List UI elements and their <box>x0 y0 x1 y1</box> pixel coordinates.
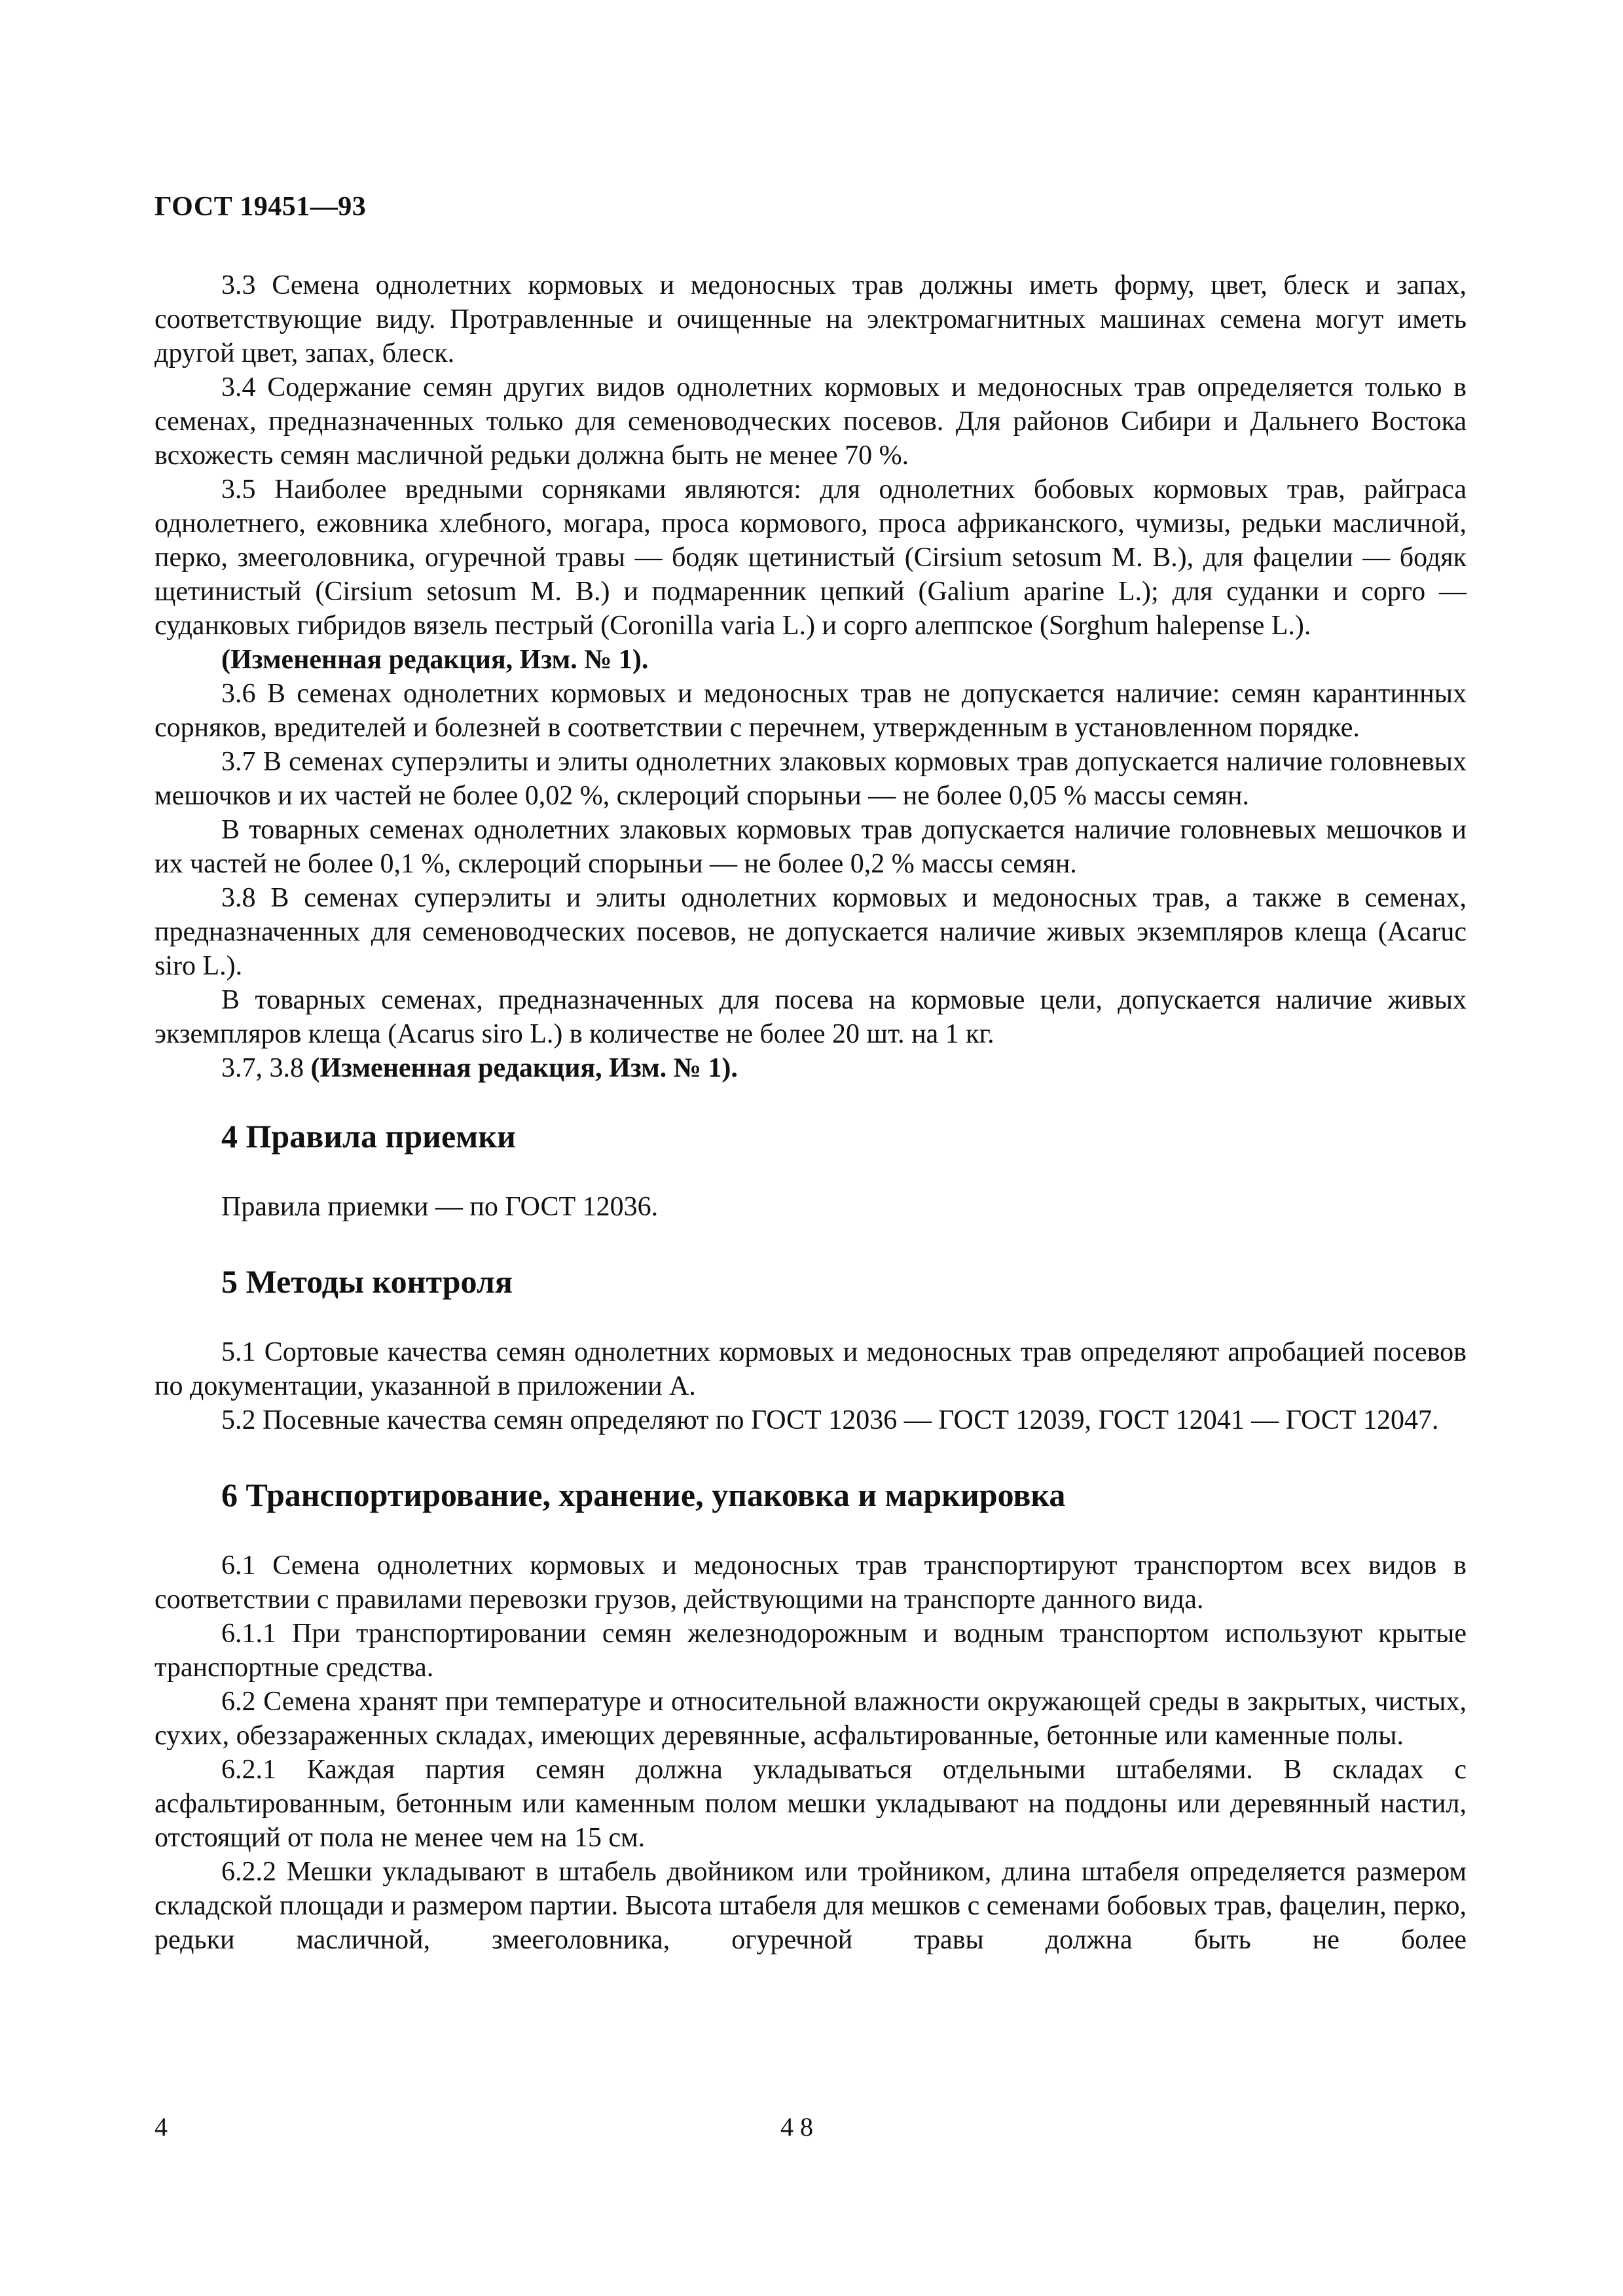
sheet-number: 48 <box>780 2112 820 2142</box>
paragraph-5-2: 5.2 Посевные качества семян определяют по ГОСТ 12036 — ГОСТ 12039, ГОСТ 12041 — ГОСТ 12047. <box>221 1405 1439 1435</box>
paragraph-3-8-commercial: В товарных семенах, предназначенных для посева на кормовые цели, допускается наличие живых экземпляров клеща (Acarus siro L.) в количестве не более 20 шт. на 1 кг. <box>155 985 1467 1049</box>
paragraph-3-3: 3.3 Семена однолетних кормовых и медоносных трав должны иметь форму, цвет, блеск и запах, соответствующие виду. Протравленные и очищенные на электромагнитных машинах семена могут иметь другой цвет, запах, блеск. <box>155 270 1467 368</box>
paragraph-6-2-2: 6.2.2 Мешки укладывают в штабель двойником или тройником, длина штабеля определяется размером складской площади и размером партии. Высота штабеля для мешков с семенами бобовых трав, фацелин, перко, редьки масличной, змееголовника, огуречной травы должна быть не более <box>155 1857 1467 1955</box>
paragraph-6-1-1: 6.1.1 При транспортировании семян железнодорожным и водным транспортом используют крытые транспортные средства. <box>155 1619 1467 1683</box>
section-6-title: 6 Транспортирование, хранение, упаковка и маркировка <box>221 1477 1066 1513</box>
paragraph-6-2: 6.2 Семена хранят при температуре и относительной влажности окружающей среды в закрытых, чистых, сухих, обеззараженных складах, имеющих деревянные, асфальтированные, бетонные или каменные полы. <box>155 1687 1467 1751</box>
paragraph-3-7-commercial: В товарных семенах однолетних злаковых кормовых трав допускается наличие головневых мешочков и их частей не более 0,1 %, склероций спорыньи — не более 0,2 % массы семян. <box>155 815 1467 879</box>
section-4-text: Правила приемки — по ГОСТ 12036. <box>221 1192 659 1222</box>
paragraph-6-2-1: 6.2.1 Каждая партия семян должна укладываться отдельными штабелями. В складах с асфальтированным, бетонным или каменным полом мешки укладывают на поддоны или деревянный настил, отстоящий от пола не менее чем на 15 см. <box>155 1755 1467 1853</box>
section-4-title: 4 Правила приемки <box>221 1118 516 1155</box>
document-header: ГОСТ 19451—93 <box>155 192 367 222</box>
paragraph-3-8: 3.8 В семенах суперэлиты и элиты однолетних кормовых и медоносных трав, а также в семенах, предназначенных для семеноводческих посевов, не допускается наличие живых экземпляров клеща (Acaruc siro L.). <box>155 883 1467 981</box>
paragraph-6-1: 6.1 Семена однолетних кормовых и медоносных трав транспортируют транспортом всех видов в соответствии с правилами перевозки грузов, действующими на транспорте данного вида. <box>155 1551 1467 1615</box>
amendment-ref: 3.7, 3.8 <box>221 1053 304 1083</box>
amendment-note-2 <box>155 1051 1467 1085</box>
page-number: 4 <box>155 2112 168 2142</box>
section-5-title: 5 Методы контроля <box>221 1263 513 1300</box>
paragraph-3-6: 3.6 В семенах однолетних кормовых и медоносных трав не допускается наличие: семян карантинных сорняков, вредителей и болезней в соответствии с перечнем, утвержденным в установленном порядке. <box>155 679 1467 743</box>
paragraph-3-7: 3.7 В семенах суперэлиты и элиты однолетних злаковых кормовых трав допускается наличие головневых мешочков и их частей не более 0,02 %, склероций спорыньи — не более 0,05 % массы семян. <box>155 747 1467 811</box>
document-body <box>155 268 1467 1957</box>
paragraph-3-4: 3.4 Содержание семян других видов однолетних кормовых и медоносных трав определяется только в семенах, предназначенных только для семеноводческих посевов. Для районов Сибири и Дальнего Востока всхожесть семян масличной редьки должна быть не менее 70 %. <box>155 372 1467 471</box>
paragraph-3-5: 3.5 Наиболее вредными сорняками являются: для однолетних бобовых кормовых трав, райграса однолетнего, ежовника хлебного, могара, проса кормового, проса африканского, чумизы, редьки масличной, перко, змееголовника, огуречной травы — бодяк щетинистый (Cirsium setosum M. B.), для фацелии — бодяк щетинистый (Cirsium setosum M. B.) и подмаренник цепкий (Galium aparine L.); для суданки и сорго — суданковых гибридов вязель пестрый (Coronilla varia L.) и сорго алеппское (Sorghum halepense L.). <box>155 475 1467 641</box>
paragraph-5-1: 5.1 Сортовые качества семян однолетних кормовых и медоносных трав определяют апробацией посевов по документации, указанной в приложении А. <box>155 1337 1467 1401</box>
amendment-note: (Измененная редакция, Изм. № 1). <box>221 645 649 675</box>
amendment-label: (Измененная редакция, Изм. № 1). <box>310 1053 738 1083</box>
